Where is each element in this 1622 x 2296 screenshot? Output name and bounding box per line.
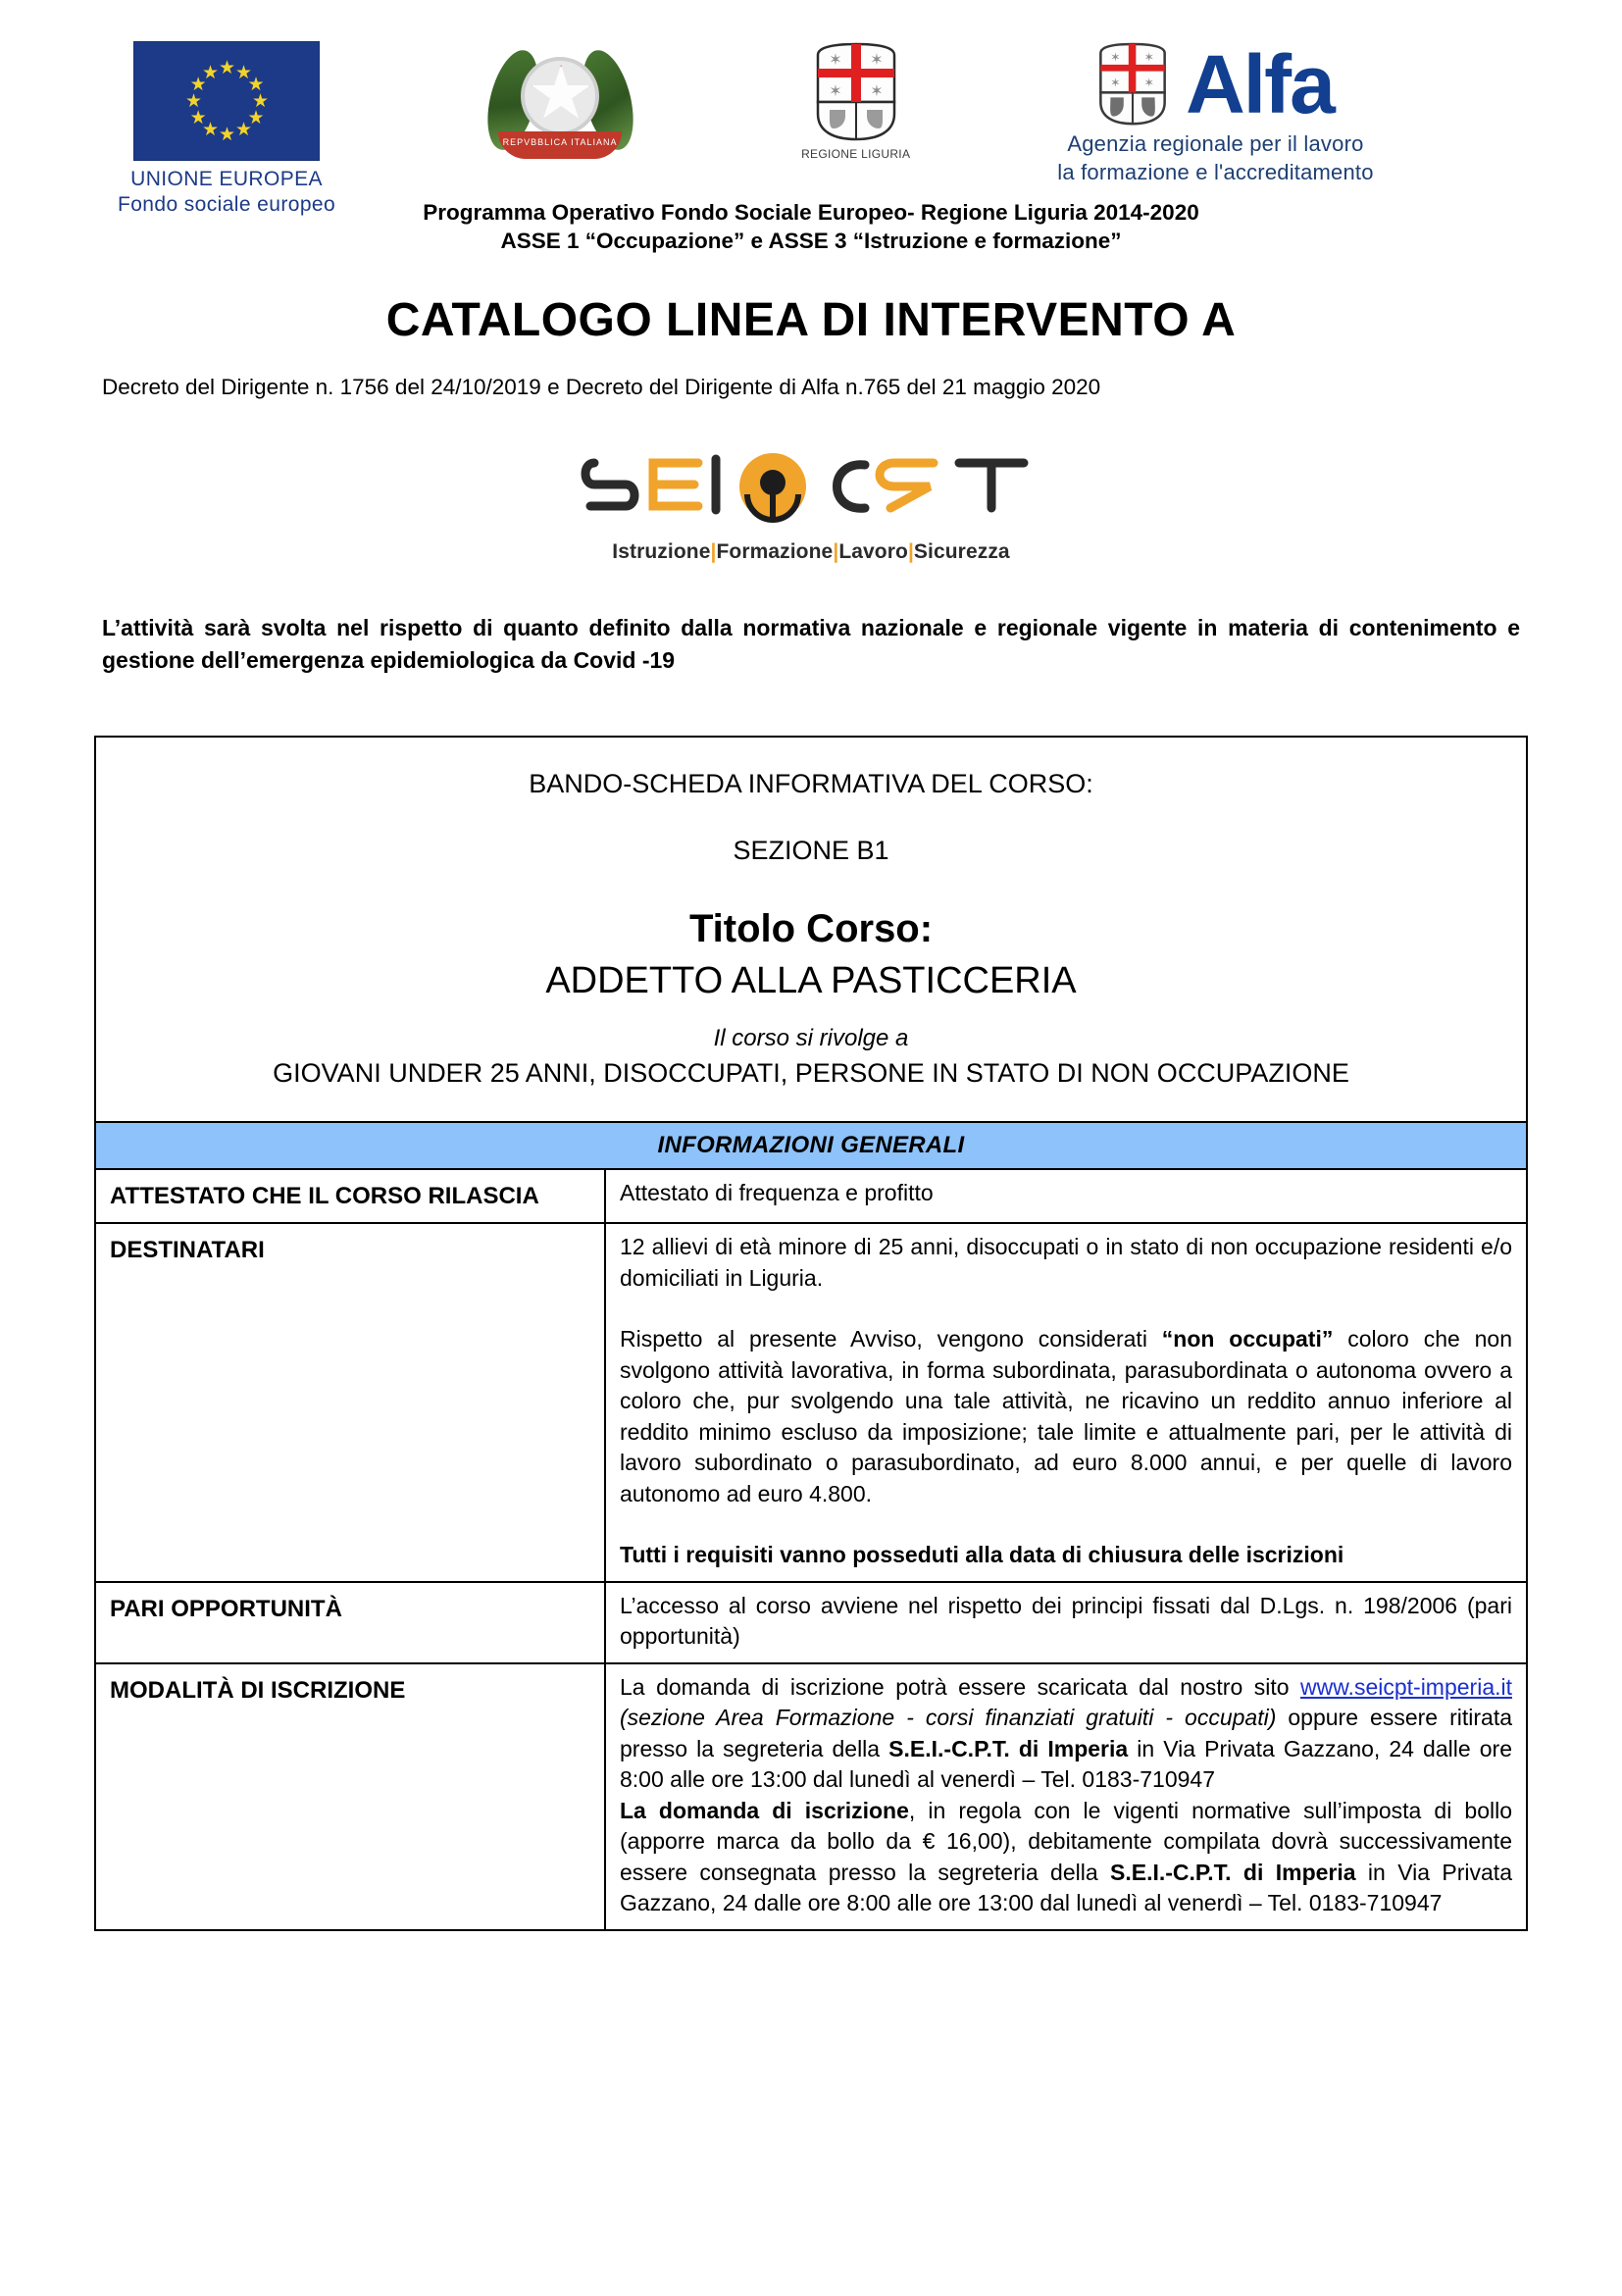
page-title: CATALOGO LINEA DI INTERVENTO A xyxy=(385,294,1237,346)
svg-text:✶: ✶ xyxy=(1110,75,1121,90)
table-row xyxy=(95,1663,1527,1930)
destinatari-paragraph-2 xyxy=(620,1324,1512,1509)
programme-line-2: ASSE 1 “Occupazione” e ASSE 3 “Istruzione e formazione” xyxy=(500,229,1122,253)
seicpt-tagline-part-1: Formazione xyxy=(716,540,834,563)
course-info-table xyxy=(94,736,1528,1931)
table-row xyxy=(95,1223,1527,1582)
eu-star-icon: ★ xyxy=(202,120,220,141)
modalita-iscrizione-label: MODALITÀ DI ISCRIZIONE xyxy=(95,1663,605,1930)
modalita-s6: , in regola con le vigenti normative sull’imposta di bollo (apporre marca da bollo da € 16,00), debitamente compilata dovrà successivamente essere consegnata presso la segreteria della xyxy=(620,1797,1512,1885)
italian-republic-emblem-icon xyxy=(484,41,636,161)
modalita-s3: oppure essere ritirata presso la segreteria della xyxy=(620,1705,1512,1761)
seicpt-website-link[interactable]: www.seicpt-imperia.it xyxy=(1300,1673,1512,1700)
destinatari-p2-emph: “non occupati” xyxy=(1161,1326,1334,1352)
sezione-line: SEZIONE B1 xyxy=(733,836,889,865)
alfa-subtitle xyxy=(1057,129,1373,186)
modalita-paragraph-2 xyxy=(620,1796,1512,1919)
destinatari-p2-a: Rispetto al presente Avviso, vengono considerati xyxy=(620,1326,1162,1352)
titolo-corso-value: ADDETTO ALLA PASTICCERIA xyxy=(545,960,1077,1001)
table-row-header xyxy=(95,737,1527,1122)
rivolge-label: Il corso si rivolge a xyxy=(713,1025,909,1051)
eu-caption-line1: UNIONE EUROPEA xyxy=(130,168,323,190)
decree-line: Decreto del Dirigente n. 1756 del 24/10/2019 e Decreto del Dirigente di Alfa n.765 del 21 maggio 2020 xyxy=(102,375,1101,399)
svg-text:✶: ✶ xyxy=(1110,49,1121,65)
seicpt-tagline-part-2: Lavoro xyxy=(838,540,908,563)
svg-text:✶: ✶ xyxy=(869,81,884,100)
modalita-s4: in Via Privata Gazzano, 24 dalle ore 8:00 alle ore 13:00 dal lunedì al venerdì – Tel. 0183-710947 xyxy=(620,1735,1512,1792)
destinatari-p2-c: coloro che non svolgono attività lavorativa, in forma subordinata, parasubordinata o autonoma ovvero a coloro che, pur svolgendo una tale attività, ne ricavino un reddito annuo inferiore al reddito minimo escluso da imposizione; tale limite e attualmente pari, per le attività di lavoro subordinato o parasubordinato, ad euro 8.000 annui, e per quelle di lavoro autonomo ad euro 4.800. xyxy=(620,1326,1512,1506)
eu-star-icon: ★ xyxy=(235,120,253,141)
eu-star-icon: ★ xyxy=(252,91,270,112)
pari-opportunita-label: PARI OPPORTUNITÀ xyxy=(95,1582,605,1663)
svg-text:✶: ✶ xyxy=(1143,75,1155,90)
svg-text:✶: ✶ xyxy=(828,50,842,69)
emblem-ribbon-text: REPVBBLICA ITALIANA xyxy=(502,137,618,147)
destinatari-paragraph-3: Tutti i requisiti vanno posseduti alla data di chiusura delle iscrizioni xyxy=(620,1542,1344,1567)
regione-liguria-logo xyxy=(801,41,910,161)
modalita-s2-italic: Area Formazione - corsi finanziati gratuiti - occupati) xyxy=(716,1705,1277,1730)
eu-star-icon: ★ xyxy=(247,75,265,95)
emblem-ribbon xyxy=(498,131,622,159)
seicpt-tagline-part-0: Istruzione xyxy=(612,540,711,563)
attestato-label: ATTESTATO CHE IL CORSO RILASCIA xyxy=(95,1169,605,1223)
eu-caption-line2: Fondo sociale europeo xyxy=(118,193,336,216)
seicpt-logo xyxy=(0,443,1622,565)
svg-text:✶: ✶ xyxy=(869,50,884,69)
alfa-wordmark: Alfa xyxy=(1186,38,1334,130)
destinatari-label: DESTINATARI xyxy=(95,1223,605,1582)
eu-star-icon: ★ xyxy=(189,108,207,128)
titolo-corso-label: Titolo Corso: xyxy=(688,907,934,950)
eu-star-icon: ★ xyxy=(247,108,265,128)
course-header-cell xyxy=(95,737,1527,1122)
eu-star-icon: ★ xyxy=(189,75,207,95)
pari-opportunita-value: L’accesso al corso avviene nel rispetto dei principi fissati dal D.Lgs. n. 198/2006 (pari opportunità) xyxy=(605,1582,1527,1663)
seicpt-tagline xyxy=(612,539,1009,565)
paragraph-spacer xyxy=(620,1294,1512,1324)
eu-caption xyxy=(118,167,335,218)
seicpt-tagline-part-3: Sicurezza xyxy=(913,540,1010,563)
destinatari-paragraph-1: 12 allievi di età minore di 25 anni, disoccupati o in stato di non occupazione residenti e/o domiciliati in Liguria. xyxy=(620,1234,1512,1291)
liguria-shield-icon xyxy=(814,41,898,143)
seicpt-tagline-sep: | xyxy=(833,540,839,563)
liguria-caption: REGIONE LIGURIA xyxy=(801,147,911,161)
modalita-s2: (sezione xyxy=(620,1705,717,1730)
italian-republic-logo xyxy=(484,41,636,161)
target-audience: GIOVANI UNDER 25 ANNI, DISOCCUPATI, PERSONE IN STATO DI NON OCCUPAZIONE xyxy=(273,1058,1349,1088)
eu-star-icon: ★ xyxy=(235,62,253,83)
modalita-org-1: S.E.I.-C.P.T. di Imperia xyxy=(888,1735,1129,1761)
seicpt-mark-icon xyxy=(581,443,1041,537)
eu-star-icon: ★ xyxy=(202,62,220,83)
table-row xyxy=(95,1582,1527,1663)
modalita-s1: La domanda di iscrizione potrà essere scaricata dal nostro sito xyxy=(620,1673,1300,1700)
svg-text:✶: ✶ xyxy=(1143,49,1155,65)
bando-line: BANDO-SCHEDA INFORMATIVA DEL CORSO: xyxy=(529,769,1093,798)
seicpt-tagline-sep: | xyxy=(710,540,717,563)
eu-star-icon: ★ xyxy=(219,125,236,145)
table-row-band xyxy=(95,1122,1527,1169)
seicpt-tagline-sep: | xyxy=(907,540,914,563)
modalita-org-2: S.E.I.-C.P.T. di Imperia xyxy=(1110,1859,1356,1885)
svg-text:✶: ✶ xyxy=(828,81,842,100)
alfa-logo xyxy=(1057,38,1374,186)
eu-star-icon: ★ xyxy=(219,58,236,78)
programme-line-1: Programma Operativo Fondo Sociale Europeo- Regione Liguria 2014-2020 xyxy=(423,200,1199,225)
eu-star-icon: ★ xyxy=(185,91,203,112)
informazioni-generali-band: INFORMAZIONI GENERALI xyxy=(95,1122,1527,1169)
destinatari-value xyxy=(605,1223,1527,1582)
eu-logo xyxy=(118,41,335,218)
eu-flag-icon xyxy=(133,41,320,161)
liguria-shield-icon xyxy=(1097,41,1168,128)
paragraph-spacer xyxy=(620,1509,1512,1540)
modalita-paragraph xyxy=(620,1672,1512,1796)
modalita-iscrizione-value xyxy=(605,1663,1527,1930)
modalita-s5: La domanda di iscrizione xyxy=(620,1797,909,1823)
attestato-value: Attestato di frequenza e profitto xyxy=(605,1169,1527,1223)
modalita-s8: in Via Privata Gazzano, 24 dalle ore 8:00 alle ore 13:00 dal lunedì al venerdì – Tel. 0183-710947 xyxy=(620,1859,1512,1915)
alfa-subtitle-line2: la formazione e l'accreditamento xyxy=(1057,160,1374,184)
table-row xyxy=(95,1169,1527,1223)
covid-notice: L’attività sarà svolta nel rispetto di quanto definito dalla normativa nazionale e regionale vigente in materia di contenimento e gestione dell’emergenza epidemiologica da Covid -19 xyxy=(102,615,1520,673)
alfa-subtitle-line1: Agenzia regionale per il lavoro xyxy=(1067,131,1364,156)
